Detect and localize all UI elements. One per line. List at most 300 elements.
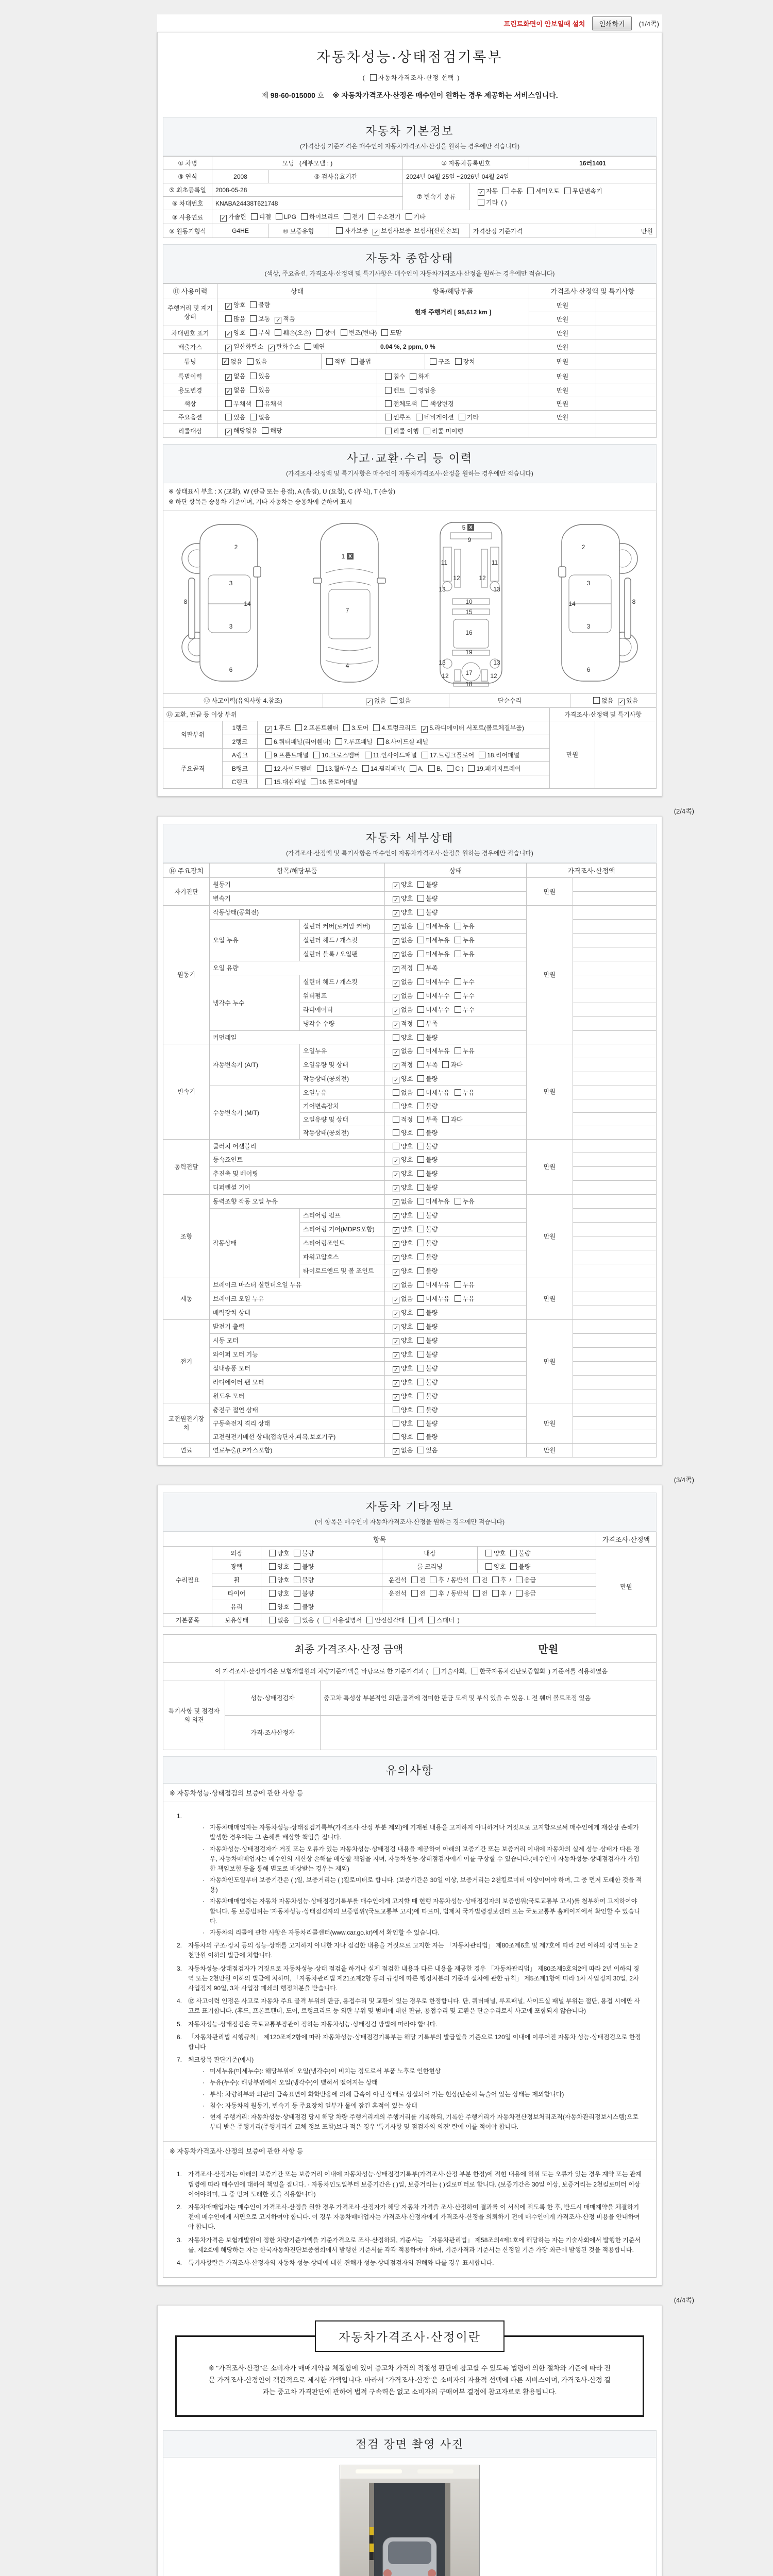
checkbox[interactable] bbox=[336, 227, 343, 234]
checkbox[interactable] bbox=[269, 1563, 276, 1570]
checkbox[interactable]: ✓ bbox=[223, 359, 228, 365]
checkbox[interactable] bbox=[417, 1393, 424, 1399]
checkbox[interactable] bbox=[335, 738, 342, 745]
checkbox[interactable] bbox=[492, 1577, 499, 1583]
checkbox[interactable]: ✓ bbox=[393, 1227, 399, 1234]
checkbox[interactable] bbox=[417, 1433, 424, 1440]
checkbox[interactable]: ✓ bbox=[393, 1394, 399, 1401]
bullet-text: 현재 주행거리: 자동차성능·상태점검 당시 해당 차량 주행거리계의 주행거리를 기록하되, 기록한 주행거리가 자동차전산정보처리조직(자동차관리정보시스템)으로부터 받은 주행거리(주행거리계 교체 정보 포함)보다 적은 경우 '특기사항 및 점검자의 의견' 란에 이를 적어야 합니다. bbox=[210, 2113, 638, 2131]
checkbox[interactable] bbox=[417, 1253, 424, 1260]
checkbox[interactable] bbox=[265, 752, 272, 758]
checkbox[interactable] bbox=[250, 372, 257, 379]
option-label: 양호 bbox=[277, 1576, 290, 1584]
checkbox[interactable] bbox=[417, 881, 424, 888]
checkbox[interactable] bbox=[294, 1617, 300, 1623]
other-header-item: 항목 bbox=[163, 1532, 596, 1546]
checkbox[interactable] bbox=[294, 1577, 300, 1583]
checkbox[interactable]: ✓ bbox=[393, 1185, 399, 1192]
checkbox[interactable] bbox=[455, 978, 461, 985]
usage-change-unit: 만원 bbox=[529, 383, 596, 397]
checkbox[interactable] bbox=[362, 765, 369, 772]
option-label: 6.쿼터패널(리어휀더) bbox=[274, 738, 331, 745]
option-label: 많음 bbox=[233, 315, 246, 323]
inspector-opinion-label: 성능·상태점검자 bbox=[225, 1681, 321, 1715]
checkbox[interactable]: ✓ bbox=[393, 1213, 399, 1220]
checkbox[interactable] bbox=[366, 1617, 373, 1623]
page-4 bbox=[157, 2305, 662, 2576]
checkbox[interactable] bbox=[430, 1590, 436, 1597]
option-label: 응급 bbox=[524, 1589, 536, 1597]
checkbox[interactable]: ✓ bbox=[226, 375, 231, 381]
checkbox[interactable] bbox=[417, 1337, 424, 1344]
checkbox[interactable]: ✓ bbox=[366, 699, 372, 705]
checkbox[interactable] bbox=[250, 386, 257, 393]
detail-row bbox=[163, 1333, 657, 1347]
option-label: C ) bbox=[455, 765, 464, 772]
checkbox[interactable]: ✓ bbox=[221, 215, 226, 222]
checkbox[interactable] bbox=[417, 978, 424, 985]
checkbox[interactable] bbox=[385, 400, 392, 407]
recall-state bbox=[217, 424, 377, 438]
checkbox[interactable] bbox=[316, 329, 323, 336]
checkbox[interactable]: ✓ bbox=[393, 1172, 399, 1178]
checkbox[interactable]: ✓ bbox=[393, 1063, 399, 1070]
checkbox[interactable]: ✓ bbox=[393, 1338, 399, 1345]
checkbox[interactable] bbox=[417, 1143, 424, 1149]
checkbox[interactable] bbox=[417, 1006, 424, 1013]
checkbox[interactable]: ✓ bbox=[393, 1269, 399, 1276]
checkbox[interactable]: ✓ bbox=[393, 924, 399, 931]
checkbox[interactable] bbox=[269, 1577, 276, 1583]
checkbox[interactable] bbox=[455, 1198, 461, 1205]
checkbox[interactable] bbox=[295, 724, 302, 731]
state-cell bbox=[385, 1443, 527, 1457]
option-label: 양호 bbox=[401, 1211, 413, 1219]
checkbox[interactable] bbox=[417, 1240, 424, 1246]
checkbox[interactable] bbox=[424, 428, 430, 434]
bullet-text: 자동차의 리콜에 관한 사항은 자동차리콜센터(www.car.go.kr)에서 확인할 수 있습니다. bbox=[210, 1929, 440, 1937]
checkbox[interactable] bbox=[410, 765, 416, 772]
checkbox[interactable] bbox=[247, 358, 254, 365]
checkbox[interactable]: ✓ bbox=[422, 726, 427, 733]
checkbox[interactable] bbox=[269, 1550, 276, 1556]
checkbox[interactable] bbox=[455, 1281, 461, 1288]
checkbox[interactable] bbox=[393, 1406, 399, 1413]
checkbox[interactable] bbox=[417, 1212, 424, 1218]
checkbox[interactable] bbox=[527, 188, 534, 194]
checkbox[interactable]: ✓ bbox=[226, 331, 231, 337]
checkbox[interactable] bbox=[265, 765, 272, 772]
vin-mark-price bbox=[596, 326, 657, 340]
vin-mark-options bbox=[217, 326, 529, 340]
checkbox[interactable] bbox=[485, 1563, 492, 1570]
state-cell bbox=[385, 1086, 527, 1099]
checkbox[interactable] bbox=[417, 1281, 424, 1288]
option-label: A, bbox=[417, 765, 424, 772]
checkbox[interactable] bbox=[381, 329, 388, 336]
checkbox[interactable]: ✓ bbox=[393, 1158, 399, 1164]
note-item bbox=[177, 1996, 643, 2016]
checkbox[interactable] bbox=[368, 213, 375, 220]
checkbox[interactable] bbox=[393, 1129, 399, 1136]
rank-b-label: B랭크 bbox=[223, 761, 258, 775]
checkbox[interactable] bbox=[385, 428, 392, 434]
option-label: 기타 bbox=[466, 414, 479, 421]
checkbox[interactable]: ✓ bbox=[374, 229, 379, 235]
checkbox[interactable] bbox=[417, 1089, 424, 1096]
checkbox[interactable]: ✓ bbox=[393, 1077, 399, 1083]
checkbox[interactable] bbox=[417, 1420, 424, 1427]
checkbox[interactable] bbox=[250, 414, 257, 420]
checkbox[interactable] bbox=[275, 329, 281, 336]
checkbox[interactable]: ✓ bbox=[226, 303, 231, 310]
checkbox[interactable]: ✓ bbox=[226, 388, 231, 395]
checkbox[interactable] bbox=[417, 1198, 424, 1205]
option-label: 누유 bbox=[462, 1047, 475, 1055]
checkbox[interactable] bbox=[417, 1061, 424, 1068]
checkbox[interactable] bbox=[593, 697, 600, 704]
checkbox[interactable]: ✓ bbox=[393, 1049, 399, 1056]
checkbox[interactable] bbox=[305, 343, 311, 350]
price-blank-cell bbox=[573, 919, 657, 933]
checkbox[interactable] bbox=[393, 1143, 399, 1149]
option-label: 13.휠하우스 bbox=[325, 765, 358, 772]
option-label: 19.패키지트레이 bbox=[476, 765, 521, 772]
checkbox[interactable] bbox=[455, 1047, 461, 1054]
checkbox[interactable]: ✓ bbox=[393, 1241, 399, 1248]
checkbox[interactable] bbox=[393, 1420, 399, 1427]
checkbox[interactable] bbox=[417, 992, 424, 999]
checkbox[interactable] bbox=[455, 1006, 461, 1013]
checkbox[interactable] bbox=[269, 1590, 276, 1597]
mileage-state-1 bbox=[217, 298, 377, 312]
summary-header-price: 가격조사·산정액 및 특기사항 bbox=[529, 284, 657, 298]
checkbox[interactable] bbox=[459, 414, 465, 420]
checkbox[interactable] bbox=[455, 358, 462, 365]
checkbox[interactable] bbox=[311, 778, 317, 785]
checkbox[interactable] bbox=[265, 738, 272, 745]
option-label: 세미오토 bbox=[535, 188, 560, 195]
checkbox[interactable] bbox=[262, 427, 268, 434]
checkbox[interactable] bbox=[430, 358, 436, 365]
option-label: 미세누유 bbox=[426, 1089, 450, 1096]
subitem-label-cell: 실린더 헤드 / 개스킷 bbox=[300, 933, 385, 947]
checkbox[interactable] bbox=[324, 1617, 330, 1623]
glass-label: 유리 bbox=[212, 1600, 261, 1613]
usage-change-label: 용도변경 bbox=[163, 383, 217, 397]
section-notes-title: 유의사항 bbox=[163, 1756, 657, 1784]
checkbox[interactable] bbox=[422, 400, 428, 407]
checkbox[interactable]: ✓ bbox=[393, 994, 399, 1001]
checkbox[interactable] bbox=[326, 358, 333, 365]
checkbox[interactable] bbox=[417, 937, 424, 943]
legend-note: ※ 하단 항목은 승용차 기준이며, 기타 자동차는 승용차에 준하여 표시 bbox=[169, 498, 352, 506]
checkbox[interactable]: ✓ bbox=[266, 726, 272, 733]
checkbox[interactable] bbox=[269, 1603, 276, 1610]
option-label: 양호 bbox=[233, 329, 246, 336]
checkbox[interactable] bbox=[406, 213, 412, 220]
checkbox[interactable] bbox=[430, 1577, 436, 1583]
checkbox[interactable]: ✓ bbox=[393, 1297, 399, 1303]
checkbox[interactable] bbox=[442, 1061, 449, 1068]
checkbox[interactable] bbox=[391, 697, 397, 704]
repair-group-label: 수리필요 bbox=[163, 1546, 212, 1613]
checkbox[interactable] bbox=[447, 765, 453, 772]
checkbox[interactable] bbox=[365, 752, 372, 758]
checkbox[interactable] bbox=[428, 1617, 435, 1623]
option-label: 불량 bbox=[426, 1170, 438, 1177]
checkbox[interactable] bbox=[417, 1103, 424, 1109]
item-label-cell: 변속기 bbox=[210, 891, 385, 905]
checkbox[interactable] bbox=[317, 765, 324, 772]
state-cell bbox=[385, 961, 527, 975]
diagram-part-number: 14 bbox=[244, 600, 251, 607]
note-text: 자동차성능·상태점검자가 거짓으로 자동차성능·상태 점검을 하거나 실제 점검한 내용과 다른 내용을 제공한 경우 「자동차관리법」 제80조제9호의2에 따라 2년 이하의 징역 또는 2천만원 이하의 벌금에 처하며, 「자동차관리법 제21조제2항 등의 규정에 따른 행정처분의 기준과 절차에 관한 규칙」 제5조제1항에 따라 1차 사업정지 30일, 2차 사업정지 90일, 3차 사업장 폐쇄의 행정처분을 받습니다. bbox=[188, 1964, 640, 1992]
print-button[interactable]: 인쇄하기 bbox=[592, 16, 631, 30]
detail-row bbox=[163, 1180, 657, 1194]
room-cleaning-label: 룸 크리닝 bbox=[382, 1560, 478, 1573]
option-label: 불량 bbox=[302, 1576, 314, 1584]
other-unit: 만원 bbox=[596, 1546, 657, 1626]
option-label: 누유 bbox=[462, 922, 475, 930]
checkbox[interactable]: ✓ bbox=[393, 896, 399, 903]
checkbox[interactable] bbox=[417, 951, 424, 957]
checkbox[interactable]: ✓ bbox=[393, 1311, 399, 1317]
checkbox[interactable] bbox=[516, 1577, 523, 1583]
subitem-label-cell: 타이로드엔드 및 볼 죠인트 bbox=[300, 1264, 385, 1278]
checkbox[interactable] bbox=[250, 301, 257, 308]
checkbox[interactable] bbox=[492, 1590, 499, 1597]
checkbox[interactable] bbox=[478, 199, 484, 206]
checkbox[interactable] bbox=[313, 752, 320, 758]
special-notes-group: 특기사항 및 점검자의 의견 bbox=[163, 1681, 225, 1750]
option-label: 양호 bbox=[277, 1563, 290, 1570]
checkbox[interactable] bbox=[433, 1668, 440, 1674]
checkbox[interactable] bbox=[385, 414, 392, 420]
checkbox[interactable]: ✓ bbox=[393, 1199, 399, 1206]
checkbox[interactable] bbox=[422, 752, 428, 758]
checkbox[interactable] bbox=[428, 765, 435, 772]
checkbox[interactable] bbox=[301, 213, 308, 220]
checkbox[interactable] bbox=[468, 765, 475, 772]
other-header-price: 가격조사·산정액 bbox=[596, 1532, 657, 1546]
checkbox[interactable]: ✓ bbox=[276, 317, 281, 324]
detail-row bbox=[163, 1306, 657, 1319]
state-cell bbox=[385, 1375, 527, 1389]
checkbox[interactable] bbox=[344, 213, 350, 220]
note-number: 4. bbox=[177, 1997, 182, 2005]
option-label: 과다 bbox=[450, 1061, 463, 1069]
section-history-title: 사고·교환·수리 등 이력 bbox=[163, 444, 657, 468]
checkbox[interactable] bbox=[417, 1116, 424, 1123]
checkbox[interactable] bbox=[377, 738, 384, 745]
checkbox[interactable] bbox=[416, 414, 423, 420]
bullet-text: 미세누유(미세누수): 해당부위에 오일(냉각수)이 비치는 정도로서 부품 노후로 인한현상 bbox=[210, 2067, 441, 2075]
checkbox[interactable] bbox=[256, 400, 263, 407]
checkbox[interactable] bbox=[510, 1563, 517, 1570]
checkbox[interactable]: ✓ bbox=[393, 1380, 399, 1387]
checkbox[interactable] bbox=[294, 1563, 300, 1570]
checkbox[interactable] bbox=[251, 213, 258, 220]
price-blank-cell bbox=[573, 1099, 657, 1112]
checkbox[interactable]: ✓ bbox=[393, 1022, 399, 1028]
state-cell bbox=[385, 1292, 527, 1306]
unit-cell: 만원 bbox=[527, 877, 573, 905]
option-label: 부족 bbox=[426, 1061, 438, 1069]
checkbox[interactable] bbox=[393, 1433, 399, 1440]
checkbox[interactable] bbox=[417, 1156, 424, 1163]
checkbox[interactable] bbox=[276, 213, 282, 220]
checkbox[interactable] bbox=[417, 1406, 424, 1413]
checkbox[interactable]: ✓ bbox=[226, 429, 231, 435]
checkbox[interactable] bbox=[417, 909, 424, 916]
checkbox[interactable] bbox=[417, 1323, 424, 1330]
checkbox[interactable] bbox=[411, 1577, 418, 1583]
checkbox[interactable] bbox=[393, 1103, 399, 1109]
checkbox[interactable] bbox=[417, 923, 424, 929]
checkbox[interactable] bbox=[409, 1617, 416, 1623]
checkbox[interactable] bbox=[455, 992, 461, 999]
notes-part1-body bbox=[163, 1802, 656, 2141]
checkbox[interactable] bbox=[417, 1226, 424, 1232]
emission-label: 배출가스 bbox=[163, 340, 217, 354]
checkbox[interactable] bbox=[417, 1447, 424, 1453]
checkbox[interactable] bbox=[370, 74, 377, 81]
checkbox[interactable] bbox=[442, 1116, 449, 1123]
note-text bbox=[188, 1811, 643, 1821]
checkbox[interactable] bbox=[385, 387, 392, 394]
checkbox[interactable]: ✓ bbox=[393, 1283, 399, 1290]
checkbox[interactable] bbox=[410, 387, 416, 394]
checkbox[interactable] bbox=[473, 1577, 480, 1583]
state-cell bbox=[385, 905, 527, 919]
checkbox[interactable] bbox=[479, 752, 485, 758]
note-item bbox=[177, 1964, 643, 1994]
checkbox[interactable] bbox=[455, 951, 461, 957]
checkbox[interactable]: ✓ bbox=[393, 980, 399, 987]
checkbox[interactable] bbox=[417, 964, 424, 971]
checkbox[interactable] bbox=[294, 1603, 300, 1610]
option-label: 있음 bbox=[258, 372, 271, 380]
option-label: LPG bbox=[283, 213, 296, 221]
checkbox[interactable]: ✓ bbox=[618, 699, 624, 705]
checkbox[interactable] bbox=[417, 1047, 424, 1054]
diagram-part-number: 9 bbox=[467, 536, 472, 544]
checkbox[interactable]: ✓ bbox=[393, 1255, 399, 1262]
option-label: 잭 bbox=[417, 1616, 424, 1624]
checkbox[interactable]: ✓ bbox=[393, 883, 399, 889]
checkbox[interactable] bbox=[564, 188, 571, 194]
detail-row bbox=[163, 919, 657, 933]
car-diagram-underbody bbox=[413, 517, 528, 687]
checkbox[interactable] bbox=[510, 1550, 517, 1556]
price-blank-cell bbox=[573, 1194, 657, 1208]
section-other-subtitle: (이 항목은 매수인이 자동차가격조사·산정을 원하는 경우에만 적습니다) bbox=[163, 1516, 657, 1532]
checkbox[interactable] bbox=[485, 1550, 492, 1556]
checkbox[interactable] bbox=[294, 1550, 300, 1556]
checkbox[interactable] bbox=[343, 724, 350, 731]
checkbox[interactable]: ✓ bbox=[268, 345, 274, 351]
checkbox[interactable] bbox=[473, 1590, 480, 1597]
checkbox[interactable] bbox=[410, 373, 416, 380]
appraisal-definition-box bbox=[175, 2330, 644, 2417]
holding-state-options bbox=[261, 1613, 596, 1626]
checkbox[interactable] bbox=[341, 329, 347, 336]
checkbox[interactable] bbox=[411, 1590, 418, 1597]
checkbox[interactable] bbox=[385, 373, 392, 380]
checkbox[interactable] bbox=[294, 1590, 300, 1597]
checkbox[interactable] bbox=[417, 1309, 424, 1316]
checkbox[interactable] bbox=[225, 414, 232, 420]
checkbox[interactable] bbox=[417, 1351, 424, 1358]
price-basis-line bbox=[163, 1663, 657, 1681]
checkbox[interactable] bbox=[225, 400, 232, 407]
checkbox[interactable] bbox=[225, 315, 232, 322]
page-indicator-3: (3/4쪽) bbox=[674, 1476, 694, 1484]
checkbox[interactable] bbox=[250, 315, 257, 322]
checkbox[interactable] bbox=[455, 923, 461, 929]
checkbox[interactable] bbox=[373, 724, 380, 731]
item-label-cell: 원동기 bbox=[210, 877, 385, 891]
checkbox[interactable] bbox=[417, 895, 424, 902]
checkbox[interactable] bbox=[250, 329, 257, 336]
checkbox[interactable] bbox=[269, 1617, 276, 1623]
checkbox[interactable] bbox=[502, 188, 509, 194]
checkbox[interactable]: ✓ bbox=[393, 1008, 399, 1014]
bullet-dot: · bbox=[203, 1824, 205, 1832]
checkbox[interactable] bbox=[455, 1089, 461, 1096]
checkbox[interactable] bbox=[455, 1295, 461, 1302]
checkbox[interactable] bbox=[417, 1295, 424, 1302]
price-blank-cell bbox=[573, 1403, 657, 1416]
checkbox[interactable]: ✓ bbox=[393, 1366, 399, 1373]
checkbox[interactable] bbox=[393, 1116, 399, 1123]
checkbox[interactable]: ✓ bbox=[393, 1448, 399, 1455]
checkbox[interactable] bbox=[393, 1089, 399, 1096]
checkbox[interactable]: ✓ bbox=[393, 966, 399, 973]
option-label: 누유 bbox=[462, 1197, 475, 1205]
checkbox[interactable]: ✓ bbox=[393, 910, 399, 917]
checkbox[interactable]: ✓ bbox=[393, 1352, 399, 1359]
checkbox[interactable] bbox=[265, 778, 272, 785]
checkbox[interactable] bbox=[417, 1267, 424, 1274]
checkbox[interactable] bbox=[472, 1668, 478, 1674]
checkbox[interactable] bbox=[516, 1590, 523, 1597]
option-label: 양호 bbox=[401, 1142, 413, 1150]
checkbox[interactable] bbox=[417, 1075, 424, 1082]
checkbox[interactable] bbox=[417, 1184, 424, 1191]
checkbox[interactable] bbox=[417, 1170, 424, 1177]
option-label: 있음 bbox=[302, 1616, 314, 1624]
checkbox[interactable] bbox=[455, 937, 461, 943]
checkbox[interactable] bbox=[351, 358, 358, 365]
option-label: 미세누유 bbox=[426, 1281, 450, 1289]
checkbox[interactable]: ✓ bbox=[478, 190, 484, 196]
checkbox[interactable] bbox=[417, 1365, 424, 1371]
document-number-line bbox=[163, 90, 657, 100]
checkbox[interactable]: ✓ bbox=[226, 345, 231, 351]
checkbox[interactable] bbox=[393, 1034, 399, 1041]
diagram-part-number: 17 bbox=[465, 669, 473, 676]
diagram-part-number: 5 bbox=[462, 523, 466, 531]
checkbox[interactable] bbox=[417, 1129, 424, 1136]
checkbox[interactable] bbox=[417, 1034, 424, 1041]
checkbox[interactable] bbox=[417, 1020, 424, 1027]
checkbox[interactable]: ✓ bbox=[393, 952, 399, 959]
checkbox[interactable]: ✓ bbox=[393, 1325, 399, 1331]
checkbox[interactable]: ✓ bbox=[393, 938, 399, 945]
checkbox[interactable] bbox=[417, 1379, 424, 1385]
